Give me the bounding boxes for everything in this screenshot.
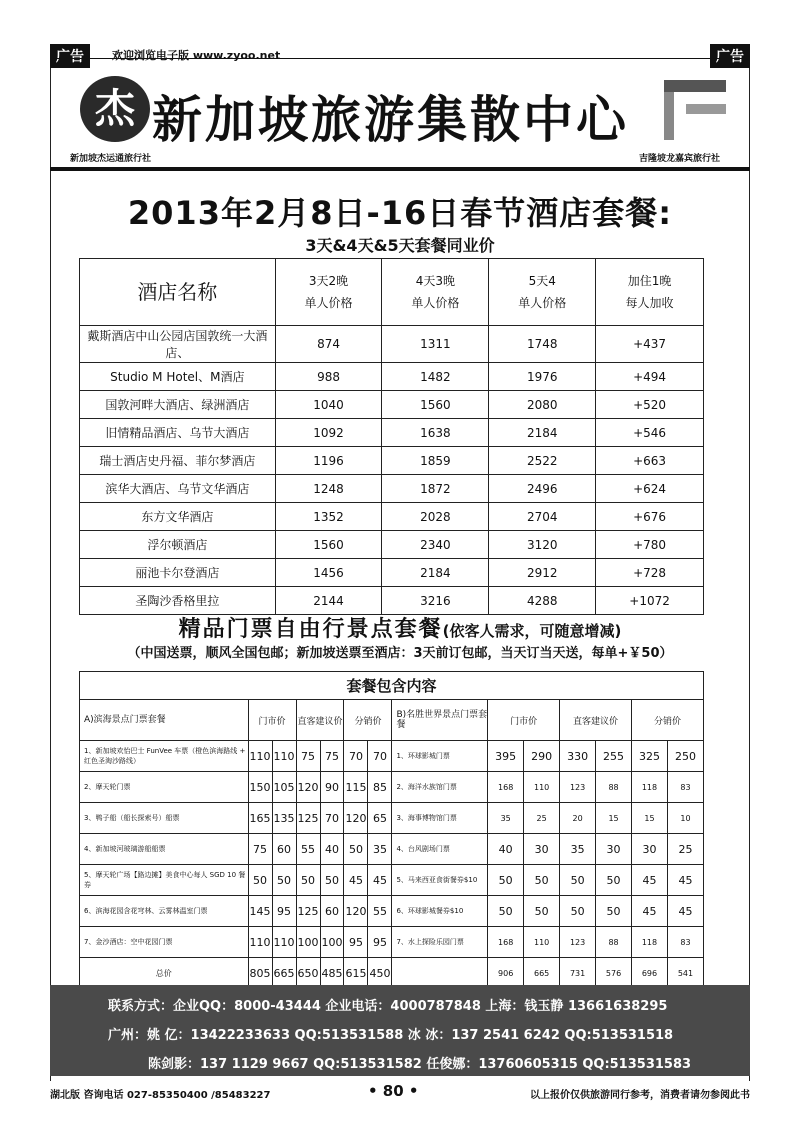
ticket-price-a: 70 bbox=[344, 741, 368, 772]
right-package-header: B)名胜世界景点门票套餐 bbox=[392, 700, 488, 741]
hotel-row bbox=[80, 559, 704, 587]
ticket-price-a: 50 bbox=[320, 865, 344, 896]
price-cell: 1560 bbox=[382, 391, 489, 419]
section2-subtitle: （中国送票，顺风全国包邮；新加坡送票至酒店：3天前订包邮，当天订当天送，每单+￥50） bbox=[127, 646, 673, 661]
ticket-price-a: 100 bbox=[296, 927, 320, 958]
hotel-name-cell: 国敦河畔大酒店、绿洲酒店 bbox=[80, 391, 276, 419]
ticket-price-b: 50 bbox=[596, 896, 632, 927]
price-cell: 1638 bbox=[382, 419, 489, 447]
ticket-price-b: 250 bbox=[667, 741, 703, 772]
ticket-price-a: 45 bbox=[368, 865, 392, 896]
ticket-price-b: 118 bbox=[632, 927, 668, 958]
ticket-item-b: 5、马来西亚食街餐券$10 bbox=[392, 865, 488, 896]
price-cell: +780 bbox=[596, 531, 704, 559]
ticket-price-b: 168 bbox=[488, 772, 524, 803]
ticket-item-a: 5、摩天轮广场【路边摊】美食中心每人 SGD 10 餐券 bbox=[80, 865, 249, 896]
ticket-price-b: 123 bbox=[560, 927, 596, 958]
hotel-table-header bbox=[80, 259, 704, 326]
price-cell: 2340 bbox=[382, 531, 489, 559]
col-direct-price-a: 直客建议价 bbox=[296, 700, 344, 741]
price-cell: 2912 bbox=[489, 559, 596, 587]
ticket-price-b: 40 bbox=[488, 834, 524, 865]
agency-right: 吉隆坡龙嘉宾旅行社 bbox=[638, 154, 720, 164]
ticket-price-a: 95 bbox=[368, 927, 392, 958]
col-5day: 5天4 单人价格 bbox=[489, 259, 596, 326]
price-cell: 2080 bbox=[489, 391, 596, 419]
headline: 2013年2月8日-16日春节酒店套餐: bbox=[127, 194, 673, 232]
top-rule bbox=[50, 58, 750, 59]
col-door-price-a: 门市价 bbox=[248, 700, 296, 741]
total-price-a: 650 bbox=[296, 958, 320, 989]
total-label: 总价 bbox=[80, 958, 249, 989]
price-cell: 1311 bbox=[382, 326, 489, 363]
col-extra-night: 加住1晚 每人加收 bbox=[596, 259, 704, 326]
ticket-price-a: 105 bbox=[272, 772, 296, 803]
ticket-item-b: 3、海事博物馆门票 bbox=[392, 803, 488, 834]
ticket-price-a: 125 bbox=[296, 896, 320, 927]
ticket-price-a: 50 bbox=[296, 865, 320, 896]
ticket-price-a: 60 bbox=[320, 896, 344, 927]
ticket-item-a: 4、新加坡河玻璃游船船票 bbox=[80, 834, 249, 865]
col-4day: 4天3晚 单人价格 bbox=[382, 259, 489, 326]
ticket-price-b: 35 bbox=[560, 834, 596, 865]
ticket-row bbox=[80, 834, 704, 865]
price-cell: 2704 bbox=[489, 503, 596, 531]
hotel-row bbox=[80, 419, 704, 447]
ticket-price-a: 115 bbox=[344, 772, 368, 803]
ticket-price-a: 135 bbox=[272, 803, 296, 834]
ticket-price-b: 30 bbox=[596, 834, 632, 865]
price-cell: +546 bbox=[596, 419, 704, 447]
brand-mark-icon bbox=[660, 76, 730, 144]
ticket-price-b: 110 bbox=[524, 772, 560, 803]
price-cell: +728 bbox=[596, 559, 704, 587]
ticket-price-b: 50 bbox=[488, 896, 524, 927]
col-dist-price-b: 分销价 bbox=[632, 700, 704, 741]
price-cell: 1560 bbox=[275, 531, 382, 559]
ticket-price-b: 50 bbox=[488, 865, 524, 896]
section2-title: 精品门票自由行景点套餐 bbox=[178, 617, 443, 642]
price-cell: 1859 bbox=[382, 447, 489, 475]
ticket-price-b: 50 bbox=[524, 896, 560, 927]
price-cell: 1196 bbox=[275, 447, 382, 475]
hotel-row bbox=[80, 503, 704, 531]
ticket-price-b: 123 bbox=[560, 772, 596, 803]
price-cell: +663 bbox=[596, 447, 704, 475]
ticket-item-b: 2、海洋水族馆门票 bbox=[392, 772, 488, 803]
total-price-a: 615 bbox=[344, 958, 368, 989]
ticket-price-b: 50 bbox=[596, 865, 632, 896]
total-spacer bbox=[392, 958, 488, 989]
ticket-price-a: 150 bbox=[248, 772, 272, 803]
ticket-price-b: 330 bbox=[560, 741, 596, 772]
price-cell: 1872 bbox=[382, 475, 489, 503]
price-cell: 874 bbox=[275, 326, 382, 363]
ticket-price-a: 100 bbox=[320, 927, 344, 958]
ticket-row bbox=[80, 896, 704, 927]
price-cell: 2522 bbox=[489, 447, 596, 475]
ticket-row bbox=[80, 865, 704, 896]
ticket-row bbox=[80, 927, 704, 958]
ticket-price-a: 95 bbox=[344, 927, 368, 958]
price-cell: 1248 bbox=[275, 475, 382, 503]
total-price-b: 665 bbox=[524, 958, 560, 989]
ticket-price-b: 45 bbox=[632, 896, 668, 927]
hotel-name-cell: 丽池卡尔登酒店 bbox=[80, 559, 276, 587]
hotel-row bbox=[80, 326, 704, 363]
ticket-price-a: 120 bbox=[344, 896, 368, 927]
price-cell: 2028 bbox=[382, 503, 489, 531]
hotel-name-cell: Studio M Hotel、M酒店 bbox=[80, 363, 276, 391]
price-cell: +494 bbox=[596, 363, 704, 391]
ticket-price-b: 50 bbox=[560, 896, 596, 927]
ticket-price-b: 35 bbox=[488, 803, 524, 834]
total-price-b: 576 bbox=[596, 958, 632, 989]
ticket-price-a: 85 bbox=[368, 772, 392, 803]
total-price-a: 665 bbox=[272, 958, 296, 989]
ticket-price-b: 88 bbox=[596, 772, 632, 803]
footer-hotline: 湖北版 咨询电话 027-85350400 /85483227 bbox=[50, 1090, 271, 1101]
ticket-item-a: 1、新加坡欢怡巴士 FunVee 车票（橙色滨海路线 + 红色圣淘沙路线） bbox=[80, 741, 249, 772]
ticket-price-b: 118 bbox=[632, 772, 668, 803]
ticket-price-a: 55 bbox=[296, 834, 320, 865]
header-rule bbox=[50, 167, 750, 171]
left-package-header: A)滨海景点门票套餐 bbox=[80, 700, 249, 741]
ad-tag-right: 广告 bbox=[710, 44, 750, 68]
total-price-b: 906 bbox=[488, 958, 524, 989]
hotel-row bbox=[80, 447, 704, 475]
contact-line-3: 陈剑影：137 1129 9667 QQ:513531582 任俊娜：13760605315 QQ:513531583 bbox=[148, 1057, 692, 1072]
ticket-price-a: 55 bbox=[368, 896, 392, 927]
price-cell: +676 bbox=[596, 503, 704, 531]
ticket-item-b: 6、环球影城餐券$10 bbox=[392, 896, 488, 927]
ticket-price-a: 110 bbox=[248, 741, 272, 772]
ticket-price-b: 50 bbox=[524, 865, 560, 896]
ticket-price-b: 88 bbox=[596, 927, 632, 958]
ticket-price-b: 45 bbox=[632, 865, 668, 896]
ticket-price-b: 110 bbox=[524, 927, 560, 958]
hotel-row bbox=[80, 531, 704, 559]
price-cell: 3120 bbox=[489, 531, 596, 559]
ticket-price-b: 30 bbox=[632, 834, 668, 865]
ticket-price-a: 60 bbox=[272, 834, 296, 865]
hotel-name-cell: 滨华大酒店、乌节文华酒店 bbox=[80, 475, 276, 503]
price-cell: 1482 bbox=[382, 363, 489, 391]
agency-logo: 杰 bbox=[80, 76, 150, 142]
main-title: 新加坡旅游集散中心 bbox=[152, 91, 629, 149]
price-cell: 2184 bbox=[382, 559, 489, 587]
ticket-price-b: 290 bbox=[524, 741, 560, 772]
ticket-price-b: 45 bbox=[667, 896, 703, 927]
price-cell: 1352 bbox=[275, 503, 382, 531]
ticket-price-a: 50 bbox=[344, 834, 368, 865]
subheadline: 3天&4天&5天套餐同业价 bbox=[305, 236, 495, 255]
hotel-name-cell: 浮尔顿酒店 bbox=[80, 531, 276, 559]
col-3day: 3天2晚 单人价格 bbox=[275, 259, 382, 326]
ticket-price-b: 83 bbox=[667, 772, 703, 803]
ticket-item-a: 2、摩天轮门票 bbox=[80, 772, 249, 803]
ticket-price-b: 15 bbox=[632, 803, 668, 834]
ticket-price-a: 110 bbox=[248, 927, 272, 958]
price-cell: +520 bbox=[596, 391, 704, 419]
ticket-price-b: 10 bbox=[667, 803, 703, 834]
website-label[interactable]: 欢迎浏览电子版 www.zyoo.net bbox=[112, 49, 281, 62]
ticket-price-a: 125 bbox=[296, 803, 320, 834]
ticket-price-a: 50 bbox=[272, 865, 296, 896]
agency-left: 新加坡杰运通旅行社 bbox=[70, 154, 152, 164]
price-cell: 3216 bbox=[382, 587, 489, 615]
ticket-price-a: 75 bbox=[248, 834, 272, 865]
ticket-item-a: 6、滨海花园含花穹林、云雾林温室门票 bbox=[80, 896, 249, 927]
total-price-a: 450 bbox=[368, 958, 392, 989]
hotel-name-cell: 戴斯酒店中山公园店国敦统一大酒店、 bbox=[80, 326, 276, 363]
price-cell: 988 bbox=[275, 363, 382, 391]
contact-line-1: 联系方式：企业QQ：8000-43444 企业电话：4000787848 上海：钱玉静 13661638295 bbox=[108, 999, 668, 1014]
ticket-table-header bbox=[80, 700, 704, 741]
price-cell: 1040 bbox=[275, 391, 382, 419]
hotel-name-cell: 瑞士酒店史丹福、菲尔梦酒店 bbox=[80, 447, 276, 475]
ticket-price-a: 50 bbox=[248, 865, 272, 896]
ticket-total-row bbox=[80, 958, 704, 989]
ticket-price-b: 25 bbox=[667, 834, 703, 865]
price-cell: +437 bbox=[596, 326, 704, 363]
price-cell: +1072 bbox=[596, 587, 704, 615]
page-number: • 80 • bbox=[368, 1082, 419, 1100]
ticket-price-a: 75 bbox=[320, 741, 344, 772]
price-cell: 2144 bbox=[275, 587, 382, 615]
ticket-price-b: 168 bbox=[488, 927, 524, 958]
ticket-price-b: 15 bbox=[596, 803, 632, 834]
ticket-row bbox=[80, 803, 704, 834]
ad-tag-left: 广告 bbox=[50, 44, 90, 68]
total-price-b: 731 bbox=[560, 958, 596, 989]
hotel-row bbox=[80, 391, 704, 419]
section2-heading bbox=[0, 612, 800, 643]
ticket-price-a: 110 bbox=[272, 927, 296, 958]
hotel-row bbox=[80, 363, 704, 391]
hotel-row bbox=[80, 475, 704, 503]
total-price-b: 541 bbox=[667, 958, 703, 989]
ticket-item-b: 4、台风剧场门票 bbox=[392, 834, 488, 865]
hotel-name-cell: 旧情精品酒店、乌节大酒店 bbox=[80, 419, 276, 447]
hotel-name-cell: 圣陶沙香格里拉 bbox=[80, 587, 276, 615]
price-cell: 2496 bbox=[489, 475, 596, 503]
price-cell: 1092 bbox=[275, 419, 382, 447]
footer-disclaimer: 以上报价仅供旅游同行参考，消费者请勿参阅此书 bbox=[530, 1090, 750, 1101]
ticket-price-b: 25 bbox=[524, 803, 560, 834]
col-dist-price-a: 分销价 bbox=[344, 700, 392, 741]
total-price-b: 696 bbox=[632, 958, 668, 989]
ticket-price-b: 395 bbox=[488, 741, 524, 772]
ticket-price-b: 30 bbox=[524, 834, 560, 865]
ticket-price-a: 70 bbox=[368, 741, 392, 772]
ticket-price-a: 75 bbox=[296, 741, 320, 772]
ticket-price-a: 165 bbox=[248, 803, 272, 834]
ticket-price-a: 90 bbox=[320, 772, 344, 803]
ticket-price-a: 95 bbox=[272, 896, 296, 927]
ticket-price-a: 45 bbox=[344, 865, 368, 896]
ticket-item-b: 7、水上探险乐园门票 bbox=[392, 927, 488, 958]
col-direct-price-b: 直客建议价 bbox=[560, 700, 632, 741]
ticket-price-b: 255 bbox=[596, 741, 632, 772]
ticket-item-a: 7、金沙酒店：空中花园门票 bbox=[80, 927, 249, 958]
ticket-item-a: 3、鸭子船（船长探索号）船票 bbox=[80, 803, 249, 834]
price-cell: 1748 bbox=[489, 326, 596, 363]
ticket-price-b: 45 bbox=[667, 865, 703, 896]
price-cell: 2184 bbox=[489, 419, 596, 447]
ticket-table-caption: 套餐包含内容 bbox=[80, 672, 704, 700]
ticket-row bbox=[80, 741, 704, 772]
total-price-a: 805 bbox=[248, 958, 272, 989]
ticket-price-b: 325 bbox=[632, 741, 668, 772]
ticket-price-a: 65 bbox=[368, 803, 392, 834]
ticket-price-a: 120 bbox=[296, 772, 320, 803]
ticket-package-table bbox=[79, 671, 704, 989]
price-cell: 1976 bbox=[489, 363, 596, 391]
section2-note: (依客人需求，可随意增减) bbox=[442, 622, 622, 640]
col-door-price-b: 门市价 bbox=[488, 700, 560, 741]
ticket-price-b: 83 bbox=[667, 927, 703, 958]
price-cell: +624 bbox=[596, 475, 704, 503]
ticket-price-b: 50 bbox=[560, 865, 596, 896]
ticket-price-a: 145 bbox=[248, 896, 272, 927]
price-cell: 1456 bbox=[275, 559, 382, 587]
total-price-a: 485 bbox=[320, 958, 344, 989]
ticket-item-b: 1、环球影城门票 bbox=[392, 741, 488, 772]
ticket-price-a: 70 bbox=[320, 803, 344, 834]
contact-line-2: 广州：姚 亿：13422233633 QQ:513531588 冰 冰：137 2541 6242 QQ:513531518 bbox=[108, 1028, 674, 1043]
col-hotel-name: 酒店名称 bbox=[80, 259, 276, 326]
hotel-name-cell: 东方文华酒店 bbox=[80, 503, 276, 531]
hotel-price-table bbox=[79, 258, 704, 615]
price-cell: 4288 bbox=[489, 587, 596, 615]
ticket-price-b: 20 bbox=[560, 803, 596, 834]
ticket-price-a: 35 bbox=[368, 834, 392, 865]
ticket-price-a: 110 bbox=[272, 741, 296, 772]
hotel-row bbox=[80, 587, 704, 615]
contact-panel bbox=[50, 985, 750, 1076]
ticket-row bbox=[80, 772, 704, 803]
ticket-price-a: 40 bbox=[320, 834, 344, 865]
ticket-price-a: 120 bbox=[344, 803, 368, 834]
